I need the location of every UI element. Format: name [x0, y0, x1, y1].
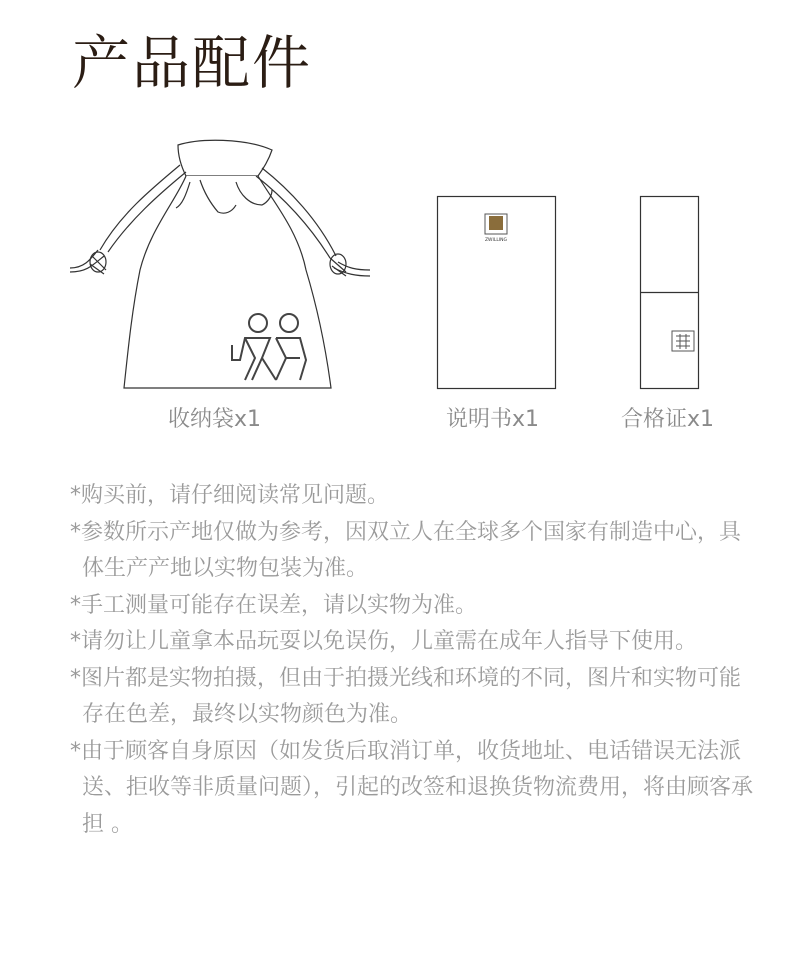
accessories-illustration: [0, 0, 790, 400]
certificate-card-icon: [641, 197, 699, 389]
notes-list: [70, 478, 760, 843]
certificate-caption: 合格证x1: [621, 407, 715, 432]
note-item: *参数所示产地仅做为参考，因双立人在全球多个国家有制造中心，具体生产产地以实物包装为准。: [70, 519, 742, 581]
pouch-caption: 收纳袋x1: [168, 407, 262, 432]
note-item: *图片都是实物拍摄，但由于拍摄光线和环境的不同，图片和实物可能存在色差，最终以实物颜色为准。: [70, 665, 742, 727]
note-item: *手工测量可能存在误差，请以实物为准。: [70, 592, 478, 618]
note-item: *由于顾客自身原因（如发货后取消订单，收货地址、电话错误无法派送、拒收等非质量问题），引起的改签和退换货物流费用，将由顾客承担 。: [70, 738, 754, 837]
page-title: 产品配件: [72, 29, 313, 97]
manual-booklet-icon: [438, 197, 556, 389]
manual-caption: 说明书x1: [446, 407, 540, 432]
note-item: *请勿让儿童拿本品玩耍以免误伤，儿童需在成年人指导下使用。: [70, 629, 698, 654]
drawstring-pouch-icon: [70, 140, 370, 388]
note-item: *购买前，请仔细阅读常见问题。: [70, 483, 390, 508]
manual-brand-mark: ZWILLING: [484, 238, 508, 243]
